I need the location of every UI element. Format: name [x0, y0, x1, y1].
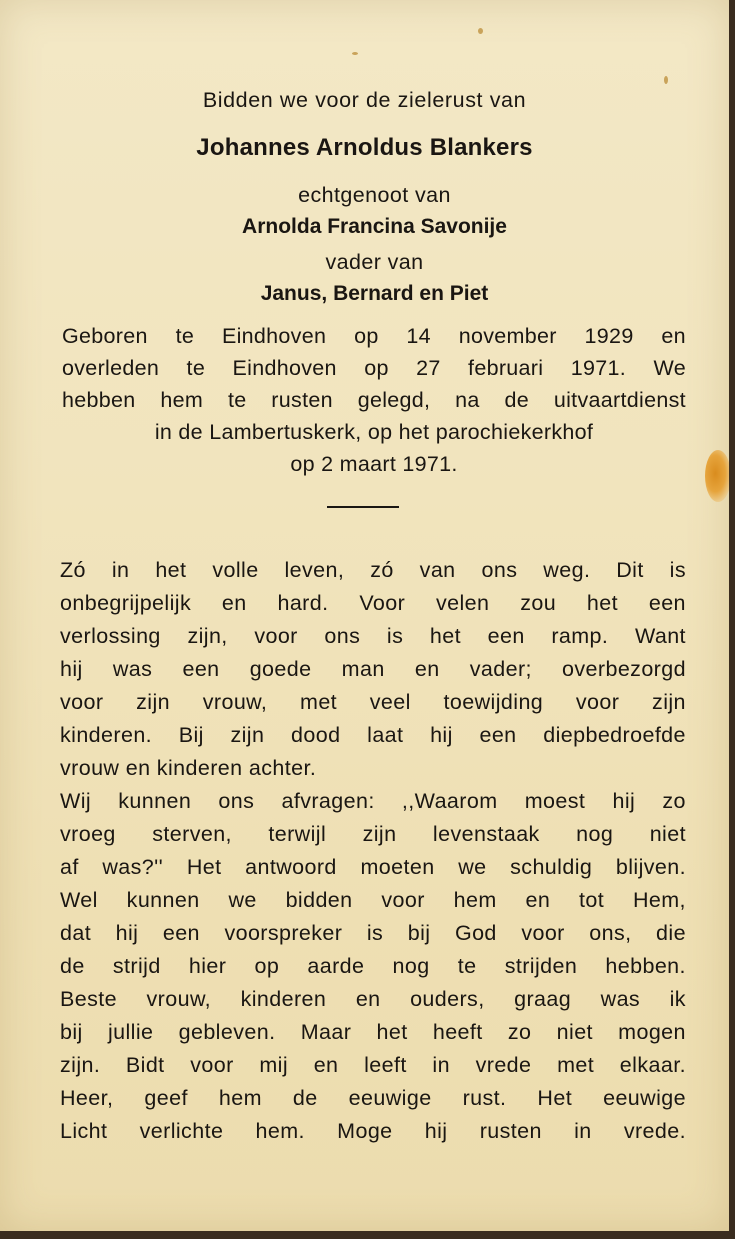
- word: hij: [424, 1119, 448, 1143]
- word: verlichte: [139, 1119, 224, 1143]
- biography-line: [62, 352, 686, 384]
- word: in: [574, 1119, 592, 1143]
- word: die: [656, 921, 686, 945]
- word: en: [355, 987, 381, 1011]
- word: ons,: [589, 921, 632, 945]
- meditation-line: [60, 950, 686, 983]
- word: eeuwige: [348, 1086, 432, 1110]
- word: vrouw,: [146, 987, 212, 1011]
- word: is: [669, 558, 686, 582]
- word: rusten: [271, 388, 333, 412]
- prayer-intro: Bidden we voor de zielerust van: [202, 88, 527, 112]
- word: jullie: [107, 1020, 154, 1044]
- biography-line: [62, 320, 686, 352]
- word: op: [364, 356, 389, 380]
- meditation-line: [60, 653, 686, 686]
- word: hebben.: [605, 954, 686, 978]
- word: kunnen: [118, 789, 192, 813]
- word: God: [454, 921, 497, 945]
- word: zo: [507, 1020, 532, 1044]
- word: Wel: [60, 888, 98, 912]
- word: zo: [662, 789, 686, 813]
- word: op: [354, 324, 379, 348]
- word: voor: [254, 624, 298, 648]
- word: november: [458, 324, 557, 348]
- word: en: [313, 1053, 339, 1077]
- word: 27: [416, 356, 441, 380]
- word: gebleven.: [178, 1020, 276, 1044]
- word: vader;: [469, 657, 532, 681]
- word: geef: [144, 1086, 188, 1110]
- meditation-line: [60, 1115, 686, 1148]
- word: vrede.: [623, 1119, 686, 1143]
- card-edge-bottom: [0, 1231, 735, 1239]
- paper-speck: [352, 52, 358, 55]
- word: vrede: [475, 1053, 532, 1077]
- word: te: [186, 356, 206, 380]
- biography-line: in de Lambertuskerk, op het parochiekerkhof: [154, 420, 594, 444]
- word: kinderen: [240, 987, 327, 1011]
- word: na: [455, 388, 480, 412]
- word: eeuwige: [603, 1086, 686, 1110]
- word: levenstaak: [432, 822, 540, 846]
- word: ons: [481, 558, 518, 582]
- word: overbezorgd: [562, 657, 686, 681]
- meditation-line: [60, 851, 686, 884]
- word: zijn.: [60, 1053, 101, 1077]
- word: in: [432, 1053, 450, 1077]
- word: het: [586, 591, 619, 615]
- paper-speck: [664, 76, 668, 84]
- word: te: [457, 954, 477, 978]
- biography-line: [62, 384, 686, 416]
- word: Eindhoven: [221, 324, 327, 348]
- meditation-line: [60, 587, 686, 620]
- meditation-line: [60, 719, 686, 752]
- word: Het: [186, 855, 222, 879]
- word: gelegd,: [357, 388, 431, 412]
- spouse-name: Arnolda Francina Savonije: [242, 215, 507, 238]
- word: volle: [212, 558, 259, 582]
- word: hij: [60, 657, 83, 681]
- word: terwijl: [268, 822, 327, 846]
- word: en: [221, 591, 247, 615]
- word: in: [111, 558, 130, 582]
- divider: [327, 506, 399, 508]
- word: Moge: [337, 1119, 393, 1143]
- meditation-line: [60, 620, 686, 653]
- word: de: [292, 1086, 318, 1110]
- word: zijn: [136, 690, 171, 714]
- word: Hem,: [632, 888, 686, 912]
- word: laat: [367, 723, 404, 747]
- meditation-line: [60, 917, 686, 950]
- word: vroeg: [60, 822, 116, 846]
- word: voor: [521, 921, 565, 945]
- word: het: [155, 558, 187, 582]
- word: ik: [669, 987, 686, 1011]
- meditation-line: [60, 1049, 686, 1082]
- deceased-name: Johannes Arnoldus Blankers: [196, 134, 533, 161]
- word: het: [376, 1020, 408, 1044]
- meditation-line: [60, 818, 686, 851]
- word: diepbedroefde: [543, 723, 686, 747]
- word: overleden: [62, 356, 160, 380]
- word: heeft: [432, 1020, 483, 1044]
- word: bij: [407, 921, 431, 945]
- word: hij: [612, 789, 636, 813]
- word: hard.: [277, 591, 329, 615]
- word: hij: [430, 723, 453, 747]
- word: Geboren: [62, 324, 148, 348]
- word: kunnen: [126, 888, 200, 912]
- word: hem: [453, 888, 497, 912]
- word: blijven.: [615, 855, 686, 879]
- word: voorspreker: [224, 921, 343, 945]
- word: Zó: [60, 558, 86, 582]
- word: voor: [190, 1053, 234, 1077]
- word: een: [487, 624, 525, 648]
- word: een: [182, 657, 220, 681]
- word: was: [600, 987, 641, 1011]
- word: nog: [576, 822, 614, 846]
- word: zó: [370, 558, 394, 582]
- word: tot: [579, 888, 605, 912]
- word: ramp.: [551, 624, 609, 648]
- card-edge-right: [729, 0, 735, 1239]
- word: ,,Waarom: [401, 789, 498, 813]
- paper-speck: [478, 28, 483, 34]
- word: zijn: [652, 690, 686, 714]
- word: man: [341, 657, 385, 681]
- word: en: [414, 657, 440, 681]
- word: moeten: [360, 855, 435, 879]
- word: een: [162, 921, 200, 945]
- word: goede: [249, 657, 312, 681]
- word: leeft: [364, 1053, 407, 1077]
- word: het: [429, 624, 461, 648]
- word: afvragen:: [281, 789, 375, 813]
- word: toewijding: [443, 690, 544, 714]
- word: zou: [520, 591, 557, 615]
- word: Licht: [60, 1119, 108, 1143]
- word: Maar: [300, 1020, 352, 1044]
- word: was?'': [102, 855, 164, 879]
- children-names: Janus, Bernard en Piet: [260, 282, 489, 305]
- word: strijd: [112, 954, 161, 978]
- word: aarde: [307, 954, 365, 978]
- word: hij: [115, 921, 139, 945]
- word: Beste: [60, 987, 117, 1011]
- word: ons: [324, 624, 361, 648]
- meditation-line: [60, 686, 686, 719]
- word: hem.: [255, 1119, 305, 1143]
- word: verlossing: [60, 624, 161, 648]
- word: strijden: [504, 954, 578, 978]
- word: zijn: [362, 822, 397, 846]
- word: Heer,: [60, 1086, 114, 1110]
- word: te: [175, 324, 195, 348]
- word: te: [227, 388, 247, 412]
- word: 1971.: [570, 356, 627, 380]
- word: ons: [218, 789, 255, 813]
- word: moest: [524, 789, 586, 813]
- biography: [62, 320, 686, 480]
- word: nog: [392, 954, 430, 978]
- word: een: [479, 723, 517, 747]
- word: velen: [435, 591, 490, 615]
- word: hier: [188, 954, 227, 978]
- word: was: [112, 657, 153, 681]
- word: Voor: [359, 591, 406, 615]
- word: mij: [259, 1053, 289, 1077]
- word: vrouw,: [202, 690, 268, 714]
- meditation-line: [60, 785, 686, 818]
- word: niet: [556, 1020, 593, 1044]
- word: dat: [60, 921, 92, 945]
- word: hebben: [62, 388, 136, 412]
- word: kinderen.: [60, 723, 153, 747]
- word: een: [648, 591, 686, 615]
- meditation-line: [60, 884, 686, 917]
- meditation-line: vrouw en kinderen achter.: [60, 756, 317, 780]
- word: rusten: [479, 1119, 542, 1143]
- word: graag: [514, 987, 572, 1011]
- word: voor: [575, 690, 620, 714]
- children-relation: vader van: [325, 250, 424, 274]
- word: voor: [60, 690, 104, 714]
- word: Want: [634, 624, 686, 648]
- biography-line: op 2 maart 1971.: [290, 452, 458, 476]
- word: voor: [381, 888, 425, 912]
- word: Bij: [178, 723, 204, 747]
- word: zijn,: [187, 624, 228, 648]
- word: rust.: [462, 1086, 507, 1110]
- word: 1929: [584, 324, 634, 348]
- meditation-text: [60, 554, 686, 1148]
- word: veel: [369, 690, 411, 714]
- rust-stain: [705, 450, 731, 502]
- word: Eindhoven: [232, 356, 337, 380]
- meditation-line: [60, 983, 686, 1016]
- word: we: [228, 888, 257, 912]
- word: februari: [468, 356, 544, 380]
- word: elkaar.: [619, 1053, 686, 1077]
- word: niet: [649, 822, 686, 846]
- word: de: [504, 388, 530, 412]
- word: bidden: [285, 888, 353, 912]
- word: is: [386, 624, 404, 648]
- meditation-line: [60, 1016, 686, 1049]
- word: sterven,: [152, 822, 232, 846]
- word: We: [653, 356, 686, 380]
- word: dood: [291, 723, 341, 747]
- word: onbegrijpelijk: [60, 591, 192, 615]
- word: ouders,: [410, 987, 485, 1011]
- word: weg.: [543, 558, 591, 582]
- word: we: [458, 855, 487, 879]
- word: antwoord: [245, 855, 337, 879]
- word: mogen: [618, 1020, 686, 1044]
- word: zijn: [230, 723, 265, 747]
- word: met: [557, 1053, 595, 1077]
- word: op: [254, 954, 280, 978]
- word: van: [419, 558, 456, 582]
- word: uitvaartdienst: [553, 388, 686, 412]
- word: leven,: [284, 558, 345, 582]
- word: 14: [406, 324, 431, 348]
- word: Wij: [60, 789, 92, 813]
- word: bij: [60, 1020, 83, 1044]
- spouse-relation: echtgenoot van: [298, 183, 451, 207]
- word: schuldig: [510, 855, 593, 879]
- word: af: [60, 855, 79, 879]
- word: de: [60, 954, 85, 978]
- meditation-line: [60, 554, 686, 587]
- word: met: [300, 690, 338, 714]
- word: en: [525, 888, 551, 912]
- word: Het: [537, 1086, 573, 1110]
- word: hem: [160, 388, 204, 412]
- meditation-line: [60, 1082, 686, 1115]
- word: Dit: [616, 558, 644, 582]
- word: Bidt: [125, 1053, 165, 1077]
- word: hem: [218, 1086, 262, 1110]
- word: en: [661, 324, 686, 348]
- word: is: [366, 921, 384, 945]
